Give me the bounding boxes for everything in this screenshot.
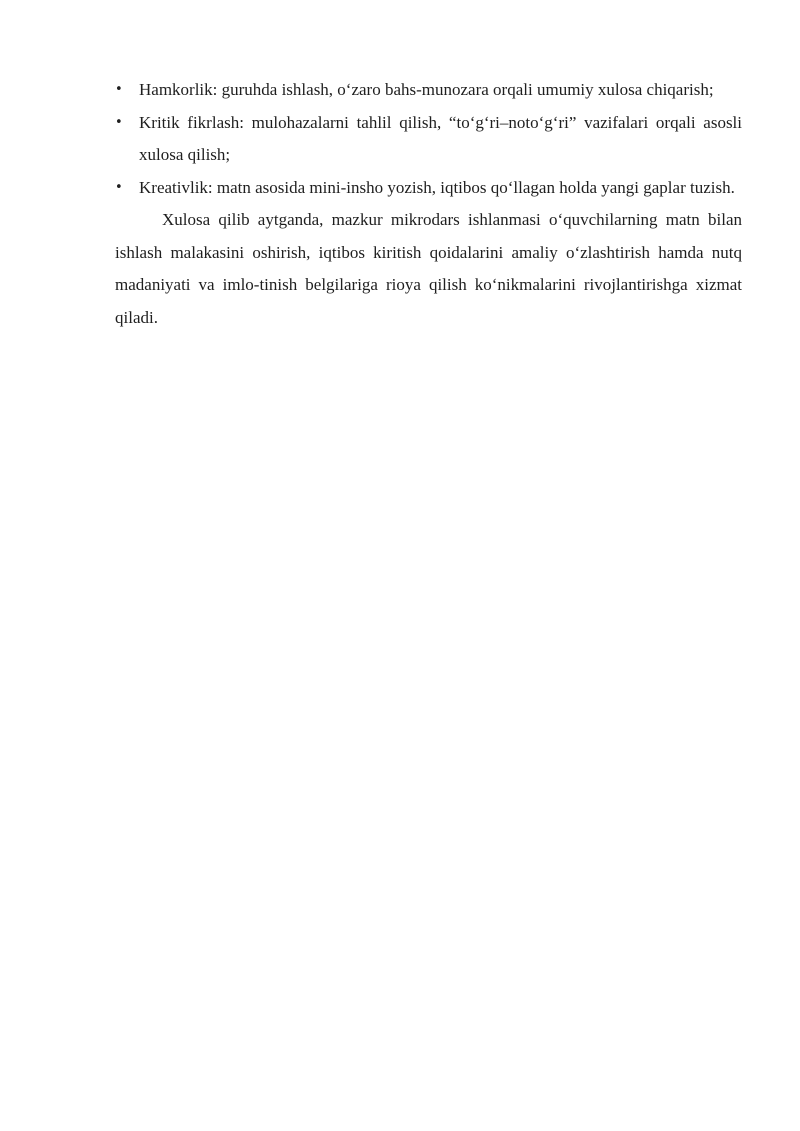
bullet-text: Kritik fikrlash: mulohazalarni tahlil qilish, “to‘g‘ri–noto‘g‘ri” vazifalari orqali asosli xulosa qilish; xyxy=(139,112,742,164)
skills-bullet-list xyxy=(115,74,742,204)
bullet-text: Kreativlik: matn asosida mini-insho yozish, iqtibos qo‘llagan holda yangi gaplar tuzish. xyxy=(139,177,735,197)
bullet-item-kreativlik xyxy=(115,172,742,205)
bullet-marker: • xyxy=(115,114,123,130)
bullet-item-hamkorlik xyxy=(115,74,742,107)
bullet-text: Hamkorlik: guruhda ishlash, o‘zaro bahs-munozara orqali umumiy xulosa chiqarish; xyxy=(139,80,714,99)
bullet-marker: • xyxy=(115,82,123,97)
conclusion-paragraph: Xulosa qilib aytganda, mazkur mikrodars ishlanmasi o‘quvchilarning matn bilan ishlash malakasini oshirish, iqtibos kiritish qoidalarini amaliy o‘zlashtirish hamda nutq madaniyati va imlo-tinish belgilariga rioya qilish ko‘nikmalarini rivojlantirishga xizmat qiladi. xyxy=(115,210,742,327)
bullet-marker: • xyxy=(115,179,123,195)
document-body xyxy=(115,74,742,334)
bullet-item-kritik-fikrlash xyxy=(115,107,742,172)
